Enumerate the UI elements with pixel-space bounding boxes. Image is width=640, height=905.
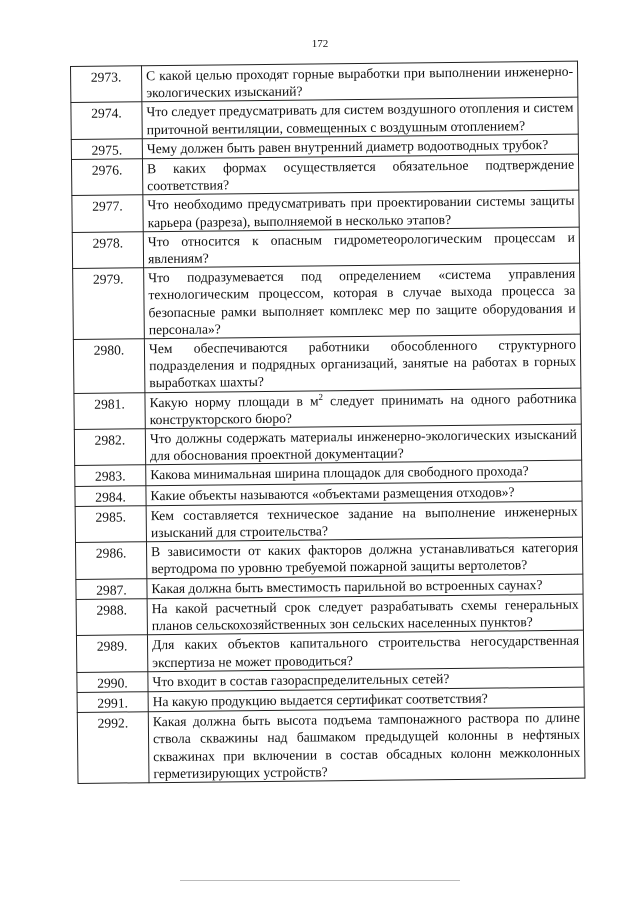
question-text: Какова минимальная ширина площадок для свободного прохода?	[146, 461, 582, 486]
question-text: Что подразумевается под определением «система управления технологическим процессом, которая в случае выхода процесса за безопасные рамки выполняет комплекс мер по защите оборудования и персонала»?	[144, 263, 581, 338]
question-number: 2990.	[77, 671, 148, 692]
table-row	[71, 154, 578, 196]
table-row	[71, 61, 578, 103]
question-text: Какая должна быть вместимость парильной во встроенных саунах?	[147, 574, 583, 599]
table-row	[73, 334, 581, 393]
question-text: В зависимости от каких факторов должна устанавливаться категория вертодрома по уровню требуемой пожарной защиты вертолетов?	[146, 537, 582, 578]
question-text: Что входит в состав газораспределительных сетей?	[148, 667, 584, 692]
question-text: Что относится к опасным гидрометеорологическим процессам и явлениям?	[143, 227, 579, 268]
question-number: 2982.	[74, 429, 145, 466]
question-text: Что должны содержать материалы инженерно-экологических изысканий для обоснования проектной документации?	[145, 424, 581, 465]
question-number: 2986.	[75, 542, 146, 579]
table-row	[75, 537, 582, 579]
question-number: 2978.	[72, 232, 143, 269]
table-row	[76, 594, 583, 636]
scan-edge-line	[180, 880, 460, 881]
table-row	[73, 263, 581, 339]
question-number: 2983.	[75, 465, 146, 486]
table-row	[76, 630, 583, 672]
question-number: 2979.	[73, 268, 145, 340]
table-row	[74, 424, 581, 466]
question-number: 2992.	[77, 712, 149, 784]
question-number: 2988.	[76, 599, 147, 636]
question-text: С какой целью проходят горные выработки при выполнении инженерно-экологических изысканий?	[142, 61, 578, 102]
question-number: 2984.	[75, 485, 146, 506]
questions-table	[70, 61, 585, 784]
question-number: 2974.	[71, 102, 142, 139]
table-row	[74, 388, 581, 430]
question-number: 2976.	[71, 159, 142, 196]
table-row	[72, 191, 579, 233]
question-text-part: Какую норму площади в м	[149, 393, 319, 410]
question-text: Чем обеспечиваются работники обособленного структурного подразделения и подрядных организаций, занятые на работах в горных выработках шахты?	[144, 334, 581, 392]
question-number: 2989.	[76, 635, 147, 672]
question-text: Что необходимо предусматривать при проектировании системы защиты карьера (разреза), выполняемой в несколько этапов?	[143, 191, 579, 232]
question-number: 2985.	[75, 506, 146, 543]
question-text: Какие объекты называются «объектами размещения отходов»?	[146, 481, 582, 506]
question-number: 2980.	[73, 339, 145, 393]
question-text: Какая должна быть высота подъема тампонажного раствора по длине ствола скважины над башмаком предыдущей колонны в нефтяных скважинах при включении в состав обсадных колонн межколонных герметизирующих устройств?	[148, 707, 585, 782]
question-number: 2981.	[74, 392, 145, 429]
question-number: 2991.	[77, 692, 148, 713]
table-row	[72, 227, 579, 269]
table-row	[71, 98, 578, 140]
superscript: 2	[318, 391, 324, 402]
question-number: 2973.	[71, 66, 142, 103]
question-number: 2975.	[71, 139, 142, 160]
question-number: 2987.	[76, 578, 147, 599]
table-row	[75, 501, 582, 543]
page-number: 172	[311, 38, 329, 50]
table-row	[77, 707, 585, 783]
question-text: Для каких объектов капитального строительства негосударственная экспертиза не может проводиться?	[147, 630, 583, 671]
question-text: Чему должен быть равен внутренний диаметр водоотводных трубок?	[142, 134, 578, 159]
question-number: 2977.	[72, 195, 143, 232]
question-text-part: следует принимать на одного работника конструкторского бюро?	[149, 390, 577, 428]
question-text: На какую продукцию выдается сертификат соответствия?	[148, 687, 584, 712]
question-text	[145, 388, 581, 429]
question-text: Что следует предусматривать для систем воздушного отопления и систем приточной вентиляции, совмещенных с воздушным отоплением?	[142, 98, 578, 139]
question-text: На какой расчетный срок следует разрабатывать схемы генеральных планов сельскохозяйственных зон сельских населенных пунктов?	[147, 594, 583, 635]
question-text: Кем составляется техническое задание на выполнение инженерных изысканий для строительства?	[146, 501, 582, 542]
question-text: В каких формах осуществляется обязательное подтверждение соответствия?	[142, 154, 578, 195]
